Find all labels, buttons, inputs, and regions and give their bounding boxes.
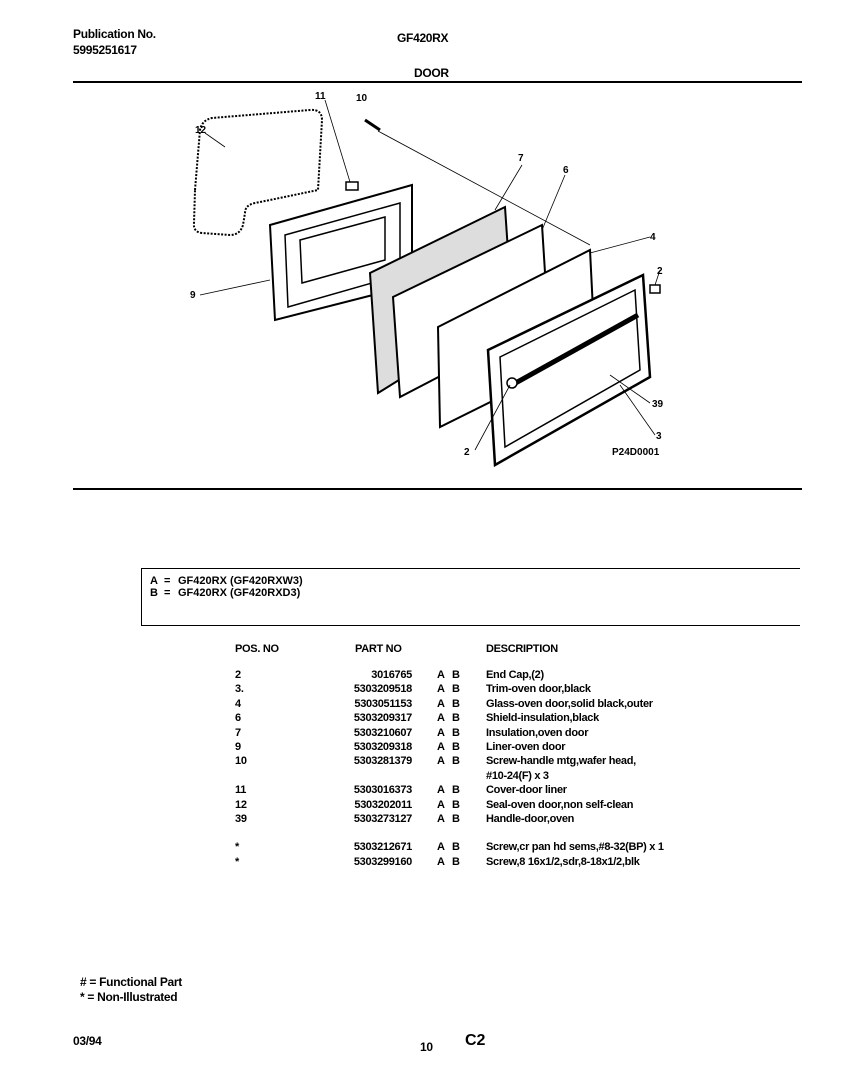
diagram-divider	[73, 488, 802, 490]
callout-7: 7	[518, 153, 524, 164]
part-number-cell: 5303209318	[353, 740, 412, 753]
model-number: GF420RX	[397, 31, 449, 45]
legend-eq: =	[164, 575, 171, 587]
pos-cell: 6	[235, 712, 241, 725]
table-row	[235, 668, 755, 682]
functional-note: # = Functional Part	[80, 975, 182, 989]
model-b-cell: B	[452, 669, 460, 681]
model-b-cell: B	[452, 740, 460, 753]
page-code: C2	[465, 1032, 486, 1049]
table-row	[235, 754, 755, 768]
model-b-cell: B	[452, 798, 460, 811]
description-cell: Liner-oven door	[486, 740, 566, 753]
table-row	[235, 726, 755, 740]
description-cell: Insulation,oven door	[486, 726, 589, 739]
model-a-cell: A	[437, 740, 445, 753]
callout-2b: 2	[464, 447, 470, 458]
model-a-cell: A	[437, 683, 445, 696]
part-number-cell: 5303016373	[353, 784, 412, 797]
table-row	[235, 855, 755, 869]
model-a-cell: A	[437, 697, 445, 710]
table-row	[235, 769, 755, 783]
model-b-cell: B	[452, 812, 460, 825]
table-row	[235, 840, 755, 854]
figure-id: P24D0001	[612, 447, 660, 458]
section-title: DOOR	[414, 66, 449, 80]
model-b-cell: B	[452, 755, 460, 768]
part-number-cell: 5303209317	[353, 712, 412, 725]
table-row	[235, 740, 755, 754]
description-cell: Screw,cr pan hd sems,#8-32(BP) x 1	[486, 841, 664, 854]
model-a-cell: A	[437, 755, 445, 768]
legend-item-a	[150, 575, 800, 587]
description-cell: Trim-oven door,black	[486, 683, 591, 696]
callout-9: 9	[190, 290, 196, 301]
model-a-cell: A	[437, 812, 445, 825]
table-row	[235, 783, 755, 797]
pos-cell: *	[235, 841, 239, 854]
model-a-cell: A	[437, 726, 445, 739]
non-illustrated-note: * = Non-Illustrated	[80, 990, 178, 1004]
callout-6: 6	[563, 165, 569, 176]
model-b-cell: B	[452, 683, 460, 696]
row-spacer	[235, 826, 755, 840]
callout-10: 10	[356, 93, 368, 104]
pos-cell: 11	[235, 784, 247, 797]
part-number-cell: 5303209518	[353, 683, 412, 696]
header-description: DESCRIPTION	[486, 643, 558, 655]
callout-12: 12	[195, 125, 207, 136]
callout-2: 2	[657, 266, 663, 277]
table-row	[235, 711, 755, 725]
pos-cell: 2	[235, 669, 241, 681]
description-cell: Seal-oven door,non self-clean	[486, 798, 634, 811]
model-b-cell: B	[452, 712, 460, 725]
table-row	[235, 697, 755, 711]
part-number-cell: 5303299160	[353, 855, 412, 868]
part-number-cell: 5303273127	[353, 812, 412, 825]
legend-item-b	[150, 587, 800, 599]
page-number: 10	[420, 1040, 433, 1054]
pos-cell: 4	[235, 697, 241, 710]
callout-4: 4	[650, 232, 656, 243]
part-number-cell: 5303202011	[354, 798, 412, 811]
pos-cell: 9	[235, 740, 241, 753]
description-cell: Handle-door,oven	[486, 812, 575, 825]
legend-value: GF420RX (GF420RXW3)	[178, 575, 303, 587]
model-a-cell: A	[437, 855, 445, 868]
pos-cell: *	[235, 855, 239, 868]
part-number-cell: 5303212671	[353, 841, 412, 854]
part-number-cell: 5303281379	[353, 755, 412, 768]
model-b-cell: B	[452, 726, 460, 739]
header-pos: POS. NO	[235, 643, 279, 655]
description-cell: Screw-handle mtg,wafer head,	[486, 755, 636, 768]
callout-3: 3	[656, 431, 662, 442]
part-number-cell: 5303051153	[354, 697, 412, 710]
publication-label: Publication No.	[73, 27, 156, 41]
description-cell: Cover-door liner	[486, 784, 567, 797]
header-part: PART NO	[355, 643, 402, 655]
description-cell: Screw,8 16x1/2,sdr,8-18x1/2,blk	[486, 855, 640, 868]
model-b-cell: B	[452, 784, 460, 797]
description-cell: Shield-insulation,black	[486, 712, 599, 725]
model-a-cell: A	[437, 841, 445, 854]
pos-cell: 10	[235, 755, 247, 768]
table-row	[235, 682, 755, 696]
pos-cell: 3.	[235, 683, 244, 696]
model-legend	[141, 568, 800, 626]
table-row	[235, 798, 755, 812]
legend-value: GF420RX (GF420RXD3)	[178, 587, 301, 599]
legend-key: A	[150, 575, 158, 587]
part-number-cell: 5303210607	[353, 726, 412, 739]
description-cell: Glass-oven door,solid black,outer	[486, 697, 653, 710]
date: 03/94	[73, 1034, 102, 1048]
pos-cell: 7	[235, 726, 241, 739]
callout-11: 11	[315, 91, 326, 102]
model-a-cell: A	[437, 669, 445, 681]
table-header	[235, 641, 755, 668]
header-divider	[73, 81, 802, 83]
legend-eq: =	[164, 587, 171, 599]
table-row	[235, 812, 755, 826]
model-b-cell: B	[452, 697, 460, 710]
pos-cell: 39	[235, 812, 247, 825]
description-cell: #10-24(F) x 3	[486, 769, 549, 782]
parts-table	[235, 641, 755, 869]
model-b-cell: B	[452, 855, 460, 868]
legend-key: B	[150, 587, 158, 599]
callout-39: 39	[652, 399, 664, 410]
model-a-cell: A	[437, 784, 445, 797]
model-b-cell: B	[452, 841, 460, 854]
publication-number: 5995251617	[73, 43, 137, 57]
model-a-cell: A	[437, 798, 445, 811]
pos-cell: 12	[235, 798, 247, 811]
description-cell: End Cap,(2)	[486, 669, 544, 681]
model-a-cell: A	[437, 712, 445, 725]
part-number-cell: 3016765	[371, 669, 412, 681]
exploded-door-diagram	[150, 85, 690, 470]
